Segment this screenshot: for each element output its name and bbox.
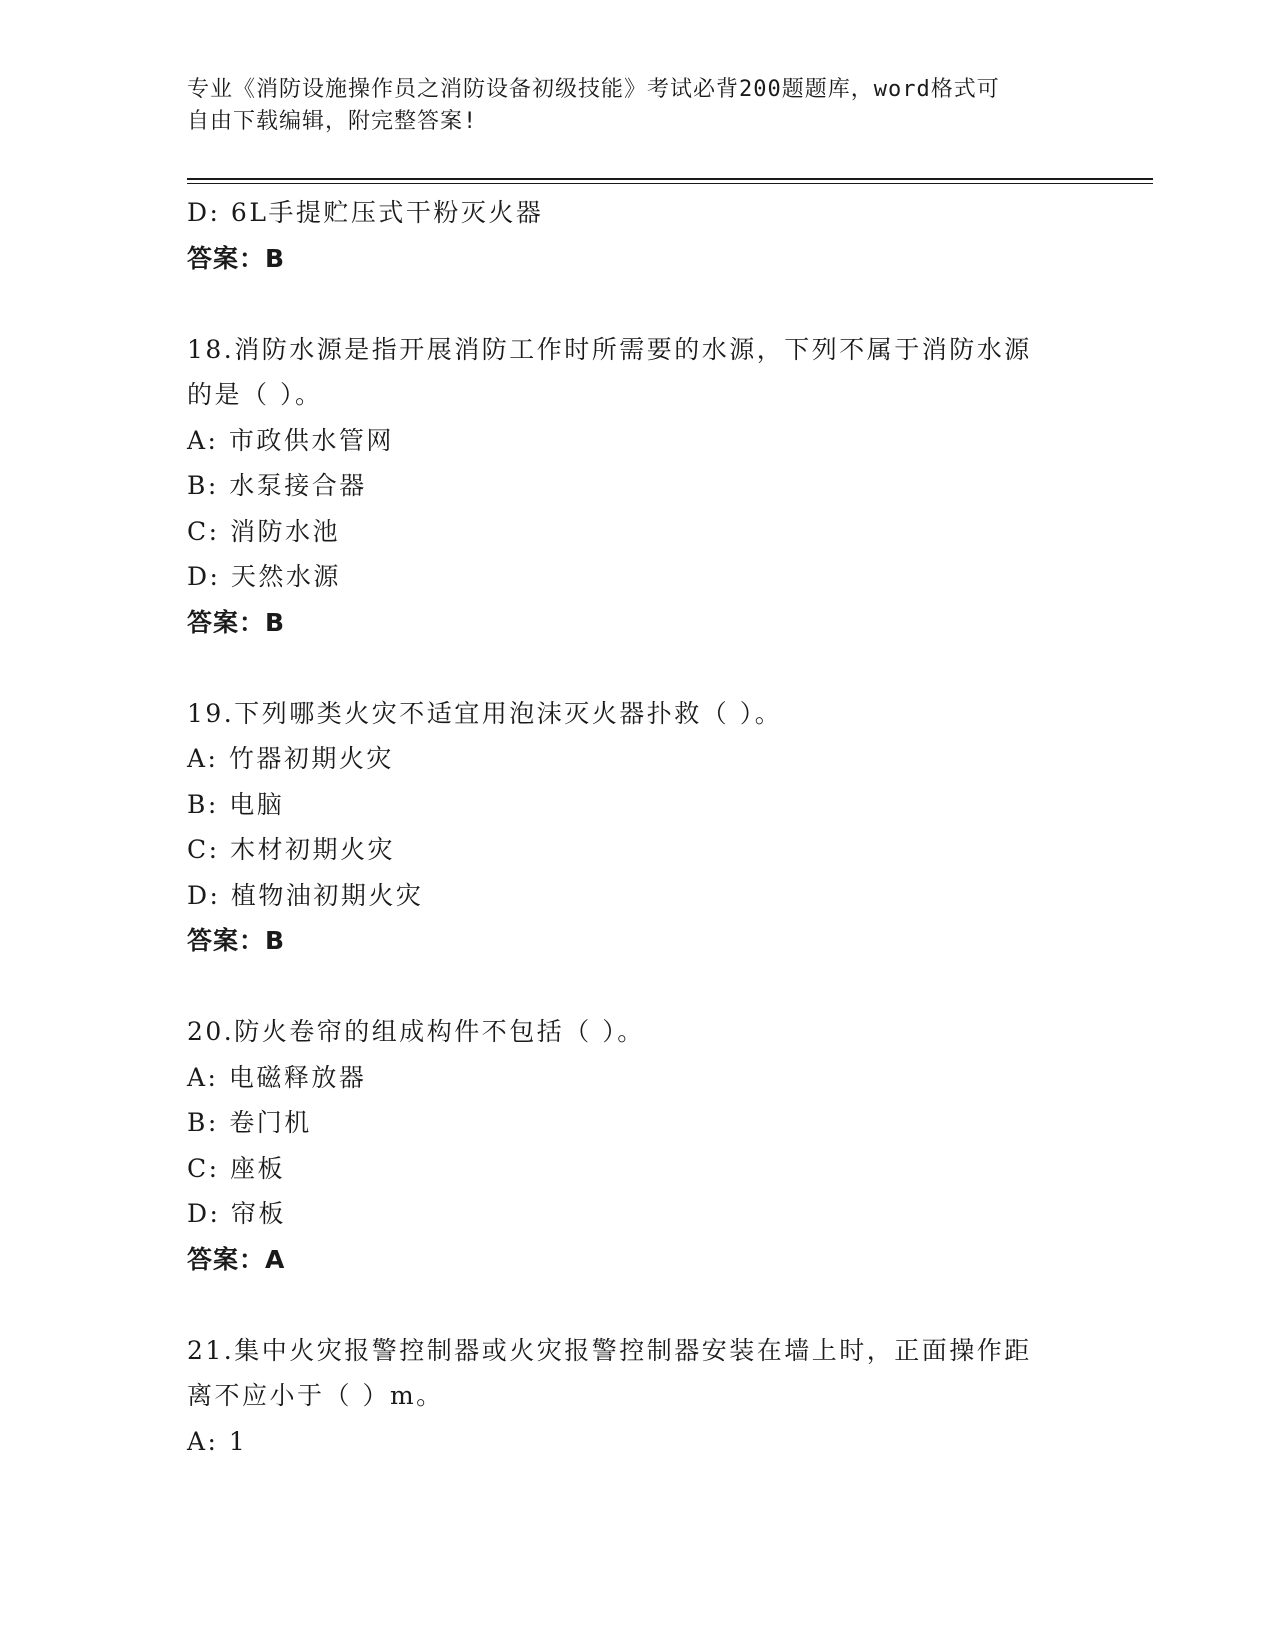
header-rule-thick xyxy=(187,178,1153,180)
question-text-line-1: 20.防火卷帘的组成构件不包括（ ）。 xyxy=(187,1017,645,1046)
spacer xyxy=(187,645,1087,691)
carryover-answer: 答案：B xyxy=(187,243,286,273)
option-a: A: 电磁释放器 xyxy=(187,1062,367,1092)
question-20 xyxy=(187,1009,1087,1282)
spacer xyxy=(187,1282,1087,1328)
option-a: A: 1 xyxy=(187,1426,248,1456)
option-c: C: 消防水池 xyxy=(187,516,340,546)
answer: 答案：A xyxy=(187,1244,286,1274)
option-d: D: 帘板 xyxy=(187,1199,286,1228)
header-line-2: 自由下载编辑，附完整答案! xyxy=(187,109,478,134)
question-19 xyxy=(187,691,1087,964)
question-text-line-2: 离不应小于（ ）m。 xyxy=(187,1381,444,1410)
header-rule-thin xyxy=(187,183,1153,184)
carryover-option-d: D: 6L手提贮压式干粉灭火器 xyxy=(187,198,544,227)
option-d: D: 天然水源 xyxy=(187,562,341,591)
spacer xyxy=(187,964,1087,1010)
header-line-1: 专业《消防设施操作员之消防设备初级技能》考试必背200题题库，word格式可 xyxy=(187,77,1000,102)
spacer xyxy=(187,281,1087,327)
document-header xyxy=(187,74,1067,138)
option-b: B: 卷门机 xyxy=(187,1108,312,1137)
option-d: D: 植物油初期火灾 xyxy=(187,880,424,910)
question-content xyxy=(187,190,1087,1464)
question-text-line-1: 18.消防水源是指开展消防工作时所需要的水源，下列不属于消防水源 xyxy=(187,334,1032,364)
option-b: B: 电脑 xyxy=(187,789,285,819)
question-21 xyxy=(187,1328,1087,1465)
question-18 xyxy=(187,327,1087,646)
question-text-line-1: 21.集中火灾报警控制器或火灾报警控制器安装在墙上时，正面操作距 xyxy=(187,1335,1032,1365)
option-b: B: 水泵接合器 xyxy=(187,471,367,500)
answer: 答案：B xyxy=(187,926,286,955)
option-a: A: 竹器初期火灾 xyxy=(187,744,394,773)
question-text-line-1: 19.下列哪类火灾不适宜用泡沫灭火器扑救（ ）。 xyxy=(187,698,783,728)
option-a: A: 市政供水管网 xyxy=(187,425,394,455)
question-text-line-2: 的是（ ）。 xyxy=(187,380,323,409)
answer: 答案：B xyxy=(187,607,286,637)
option-c: C: 木材初期火灾 xyxy=(187,835,395,864)
option-c: C: 座板 xyxy=(187,1153,285,1183)
